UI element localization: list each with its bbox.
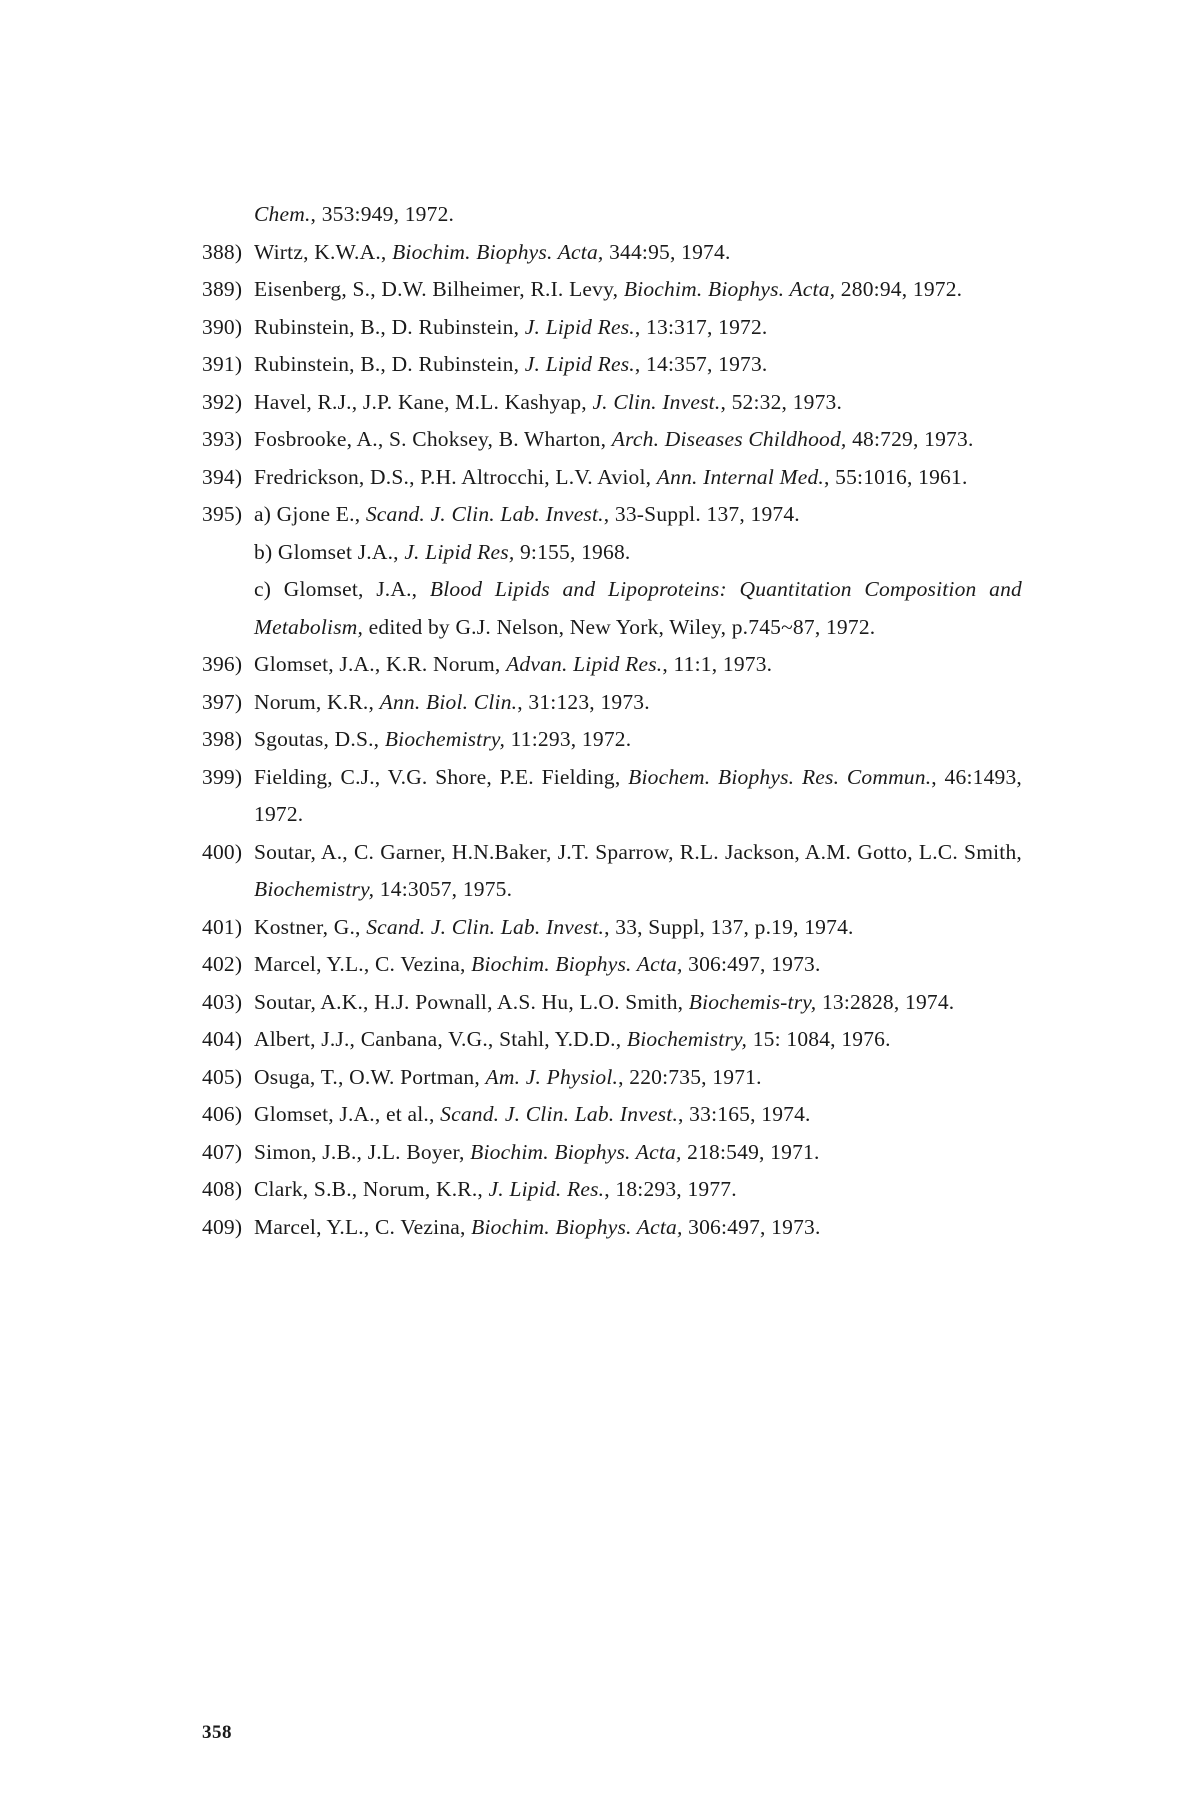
- reference-number: 392): [202, 389, 243, 414]
- journal-title: Scand. J. Clin. Lab. Invest.: [365, 502, 604, 526]
- journal-title: Blood Lipids and Lipoproteins: Quantitation Composition and Metabolism,: [254, 577, 1022, 639]
- journal-title: Biochim. Biophys. Acta,: [392, 239, 604, 264]
- journal-title: Ann. Biol. Clin.: [379, 689, 518, 714]
- citation-text: 48:729, 1973.: [846, 427, 974, 451]
- reference-entry: [202, 271, 1022, 309]
- reference-entry: [202, 421, 1022, 459]
- citation-text: 9:155, 1968.: [514, 539, 631, 564]
- journal-title: J. Lipid Res,: [404, 539, 515, 564]
- reference-entry: [202, 384, 1022, 422]
- citation-text: , 33-Suppl. 137, 1974.: [603, 502, 800, 526]
- reference-number: 401): [202, 914, 243, 939]
- reference-number: 389): [202, 277, 243, 301]
- reference-number: 400): [202, 839, 243, 864]
- citation-text: Fredrickson, D.S., P.H. Altrocchi, L.V. Aviol,: [254, 464, 657, 489]
- reference-text: [254, 1171, 1022, 1209]
- citation-text: 306:497, 1973.: [682, 952, 821, 976]
- reference-entry: [202, 346, 1022, 384]
- citation-text: , 55:1016, 1961.: [823, 464, 968, 489]
- reference-list: [202, 196, 1022, 1246]
- reference-text: [254, 759, 1022, 834]
- reference-text: [254, 459, 1022, 497]
- journal-title: Chem.: [254, 202, 311, 226]
- reference-text: [254, 834, 1022, 909]
- citation-text: 280:94, 1972.: [835, 277, 963, 301]
- reference-entry: [202, 1209, 1022, 1247]
- journal-title: Biochemistry,: [626, 1027, 748, 1051]
- reference-entry: [202, 946, 1022, 984]
- citation-text: , 220:735, 1971.: [618, 1064, 762, 1089]
- citation-text: c) Glomset, J.A.,: [254, 577, 430, 601]
- reference-number: 396): [202, 652, 243, 676]
- citation-text: , 14:357, 1973.: [634, 352, 768, 376]
- citation-text: , 46:1493, 1972.: [254, 764, 1022, 826]
- citation-text: Glomset, J.A., et al.,: [254, 1102, 441, 1126]
- reference-number: 406): [202, 1102, 243, 1126]
- journal-title: J. Lipid Res.: [524, 352, 635, 376]
- citation-text: , 33, Suppl, 137, p.19, 1974.: [604, 914, 854, 939]
- journal-title: Arch. Diseases Childhood,: [611, 427, 847, 451]
- reference-number: 388): [202, 239, 243, 264]
- reference-number: 408): [202, 1177, 243, 1201]
- reference-number: 405): [202, 1064, 243, 1089]
- reference-entry: [202, 984, 1022, 1022]
- reference-number: 393): [202, 427, 243, 451]
- citation-text: edited by G.J. Nelson, New York, Wiley, p.745~87, 1972.: [363, 614, 876, 639]
- reference-number: 409): [202, 1214, 243, 1239]
- citation-text: 344:95, 1974.: [603, 239, 731, 264]
- citation-text: Marcel, Y.L., C. Vezina,: [254, 1214, 472, 1239]
- reference-entry: [202, 234, 1022, 272]
- reference-text: [254, 346, 1022, 384]
- citation-text: Kostner, G.,: [254, 914, 367, 939]
- reference-entry: [202, 196, 1022, 234]
- citation-text: 218:549, 1971.: [681, 1139, 820, 1164]
- reference-number: 402): [202, 952, 243, 976]
- reference-text: [254, 1021, 1022, 1059]
- journal-title: J. Lipid Res.: [524, 314, 635, 339]
- reference-text: [254, 1209, 1022, 1247]
- reference-text: [254, 721, 1022, 759]
- reference-text: [254, 384, 1022, 422]
- journal-title: Ann. Internal Med.: [656, 464, 824, 489]
- citation-text: Havel, R.J., J.P. Kane, M.L. Kashyap,: [254, 389, 593, 414]
- reference-text: [254, 909, 1022, 947]
- reference-number: 403): [202, 989, 243, 1014]
- journal-title: Am. J. Physiol.: [485, 1064, 619, 1089]
- journal-title: J. Lipid. Res.: [488, 1177, 605, 1201]
- reference-number: 394): [202, 464, 243, 489]
- reference-entry: [202, 684, 1022, 722]
- journal-title: Biochim. Biophys. Acta,: [470, 1139, 682, 1164]
- citation-text: , 353:949, 1972.: [310, 202, 455, 226]
- citation-text: Soutar, A.K., H.J. Pownall, A.S. Hu, L.O. Smith,: [254, 989, 689, 1014]
- reference-text: [254, 496, 1022, 646]
- citation-text: 13:2828, 1974.: [816, 989, 955, 1014]
- reference-entry: [202, 309, 1022, 347]
- citation-text: Glomset, J.A., K.R. Norum,: [254, 652, 507, 676]
- citation-text: 306:497, 1973.: [682, 1214, 821, 1239]
- reference-entry: [202, 834, 1022, 909]
- reference-number: 390): [202, 314, 243, 339]
- sub-reference: [254, 571, 1022, 646]
- citation-text: Rubinstein, B., D. Rubinstein,: [254, 352, 525, 376]
- citation-text: Eisenberg, S., D.W. Bilheimer, R.I. Levy,: [254, 277, 624, 301]
- citation-text: 11:293, 1972.: [505, 727, 632, 751]
- citation-text: , 33:165, 1974.: [678, 1102, 811, 1126]
- citation-text: Albert, J.J., Canbana, V.G., Stahl, Y.D.D.,: [254, 1027, 627, 1051]
- reference-text: [254, 271, 1022, 309]
- reference-number: 407): [202, 1139, 243, 1164]
- citation-text: Osuga, T., O.W. Portman,: [254, 1064, 486, 1089]
- reference-entry: [202, 1021, 1022, 1059]
- citation-text: b) Glomset J.A.,: [254, 539, 405, 564]
- citation-text: , 18:293, 1977.: [604, 1177, 737, 1201]
- page-number: 358: [202, 1722, 232, 1743]
- citation-text: Marcel, Y.L., C. Vezina,: [254, 952, 472, 976]
- citation-text: Soutar, A., C. Garner, H.N.Baker, J.T. Sparrow, R.L. Jackson, A.M. Gotto, L.C. Smith,: [254, 839, 1022, 864]
- reference-number: 399): [202, 764, 243, 789]
- reference-entry: [202, 1059, 1022, 1097]
- citation-text: Wirtz, K.W.A.,: [254, 239, 393, 264]
- reference-entry: [202, 646, 1022, 684]
- citation-text: , 31:123, 1973.: [517, 689, 650, 714]
- journal-title: Advan. Lipid Res.: [506, 652, 663, 676]
- journal-title: Biochim. Biophys. Acta,: [623, 277, 836, 301]
- citation-text: 15: 1084, 1976.: [747, 1027, 891, 1051]
- journal-title: Biochim. Biophys. Acta,: [471, 1214, 683, 1239]
- reference-entry: [202, 1134, 1022, 1172]
- journal-title: Biochem. Biophys. Res. Commun.: [628, 764, 932, 789]
- citation-text: a) Gjone E.,: [254, 502, 366, 526]
- journal-title: Biochim. Biophys. Acta,: [471, 952, 683, 976]
- citation-text: Fosbrooke, A., S. Choksey, B. Wharton,: [254, 427, 612, 451]
- reference-text: [254, 196, 1022, 234]
- reference-text: [254, 309, 1022, 347]
- reference-entry: [202, 1096, 1022, 1134]
- reference-number: 397): [202, 689, 243, 714]
- reference-text: [254, 1059, 1022, 1097]
- citation-text: Sgoutas, D.S.,: [254, 727, 385, 751]
- reference-entry: [202, 721, 1022, 759]
- reference-text: [254, 946, 1022, 984]
- reference-entry: [202, 1171, 1022, 1209]
- reference-text: [254, 646, 1022, 684]
- reference-entry: [202, 909, 1022, 947]
- reference-number: 391): [202, 352, 243, 376]
- journal-title: Biochemistry,: [384, 727, 506, 751]
- reference-text: [254, 234, 1022, 272]
- journal-title: Scand. J. Clin. Lab. Invest.: [366, 914, 605, 939]
- citation-text: , 52:32, 1973.: [720, 389, 843, 414]
- journal-title: Scand. J. Clin. Lab. Invest.: [440, 1102, 679, 1126]
- reference-text: [254, 1134, 1022, 1172]
- journal-title: J. Clin. Invest.: [592, 389, 721, 414]
- citation-text: Fielding, C.J., V.G. Shore, P.E. Fielding,: [254, 764, 629, 789]
- reference-number: 404): [202, 1027, 243, 1051]
- citation-text: Rubinstein, B., D. Rubinstein,: [254, 314, 525, 339]
- reference-entry: [202, 759, 1022, 834]
- reference-text: [254, 684, 1022, 722]
- reference-text: [254, 984, 1022, 1022]
- sub-reference: [254, 496, 1022, 534]
- reference-number: 398): [202, 727, 243, 751]
- reference-number: [202, 196, 254, 234]
- reference-text: [254, 421, 1022, 459]
- reference-text: [254, 1096, 1022, 1134]
- citation-text: Norum, K.R.,: [254, 689, 380, 714]
- reference-entry: [202, 459, 1022, 497]
- reference-number: 395): [202, 502, 243, 526]
- sub-reference: [254, 534, 1022, 572]
- citation-text: , 11:1, 1973.: [662, 652, 773, 676]
- citation-text: Clark, S.B., Norum, K.R.,: [254, 1177, 489, 1201]
- citation-text: Simon, J.B., J.L. Boyer,: [254, 1139, 471, 1164]
- journal-title: Biochemis-try,: [688, 989, 817, 1014]
- citation-text: 14:3057, 1975.: [374, 877, 513, 901]
- journal-title: Biochemistry,: [254, 877, 375, 901]
- citation-text: , 13:317, 1972.: [634, 314, 768, 339]
- reference-entry: [202, 496, 1022, 646]
